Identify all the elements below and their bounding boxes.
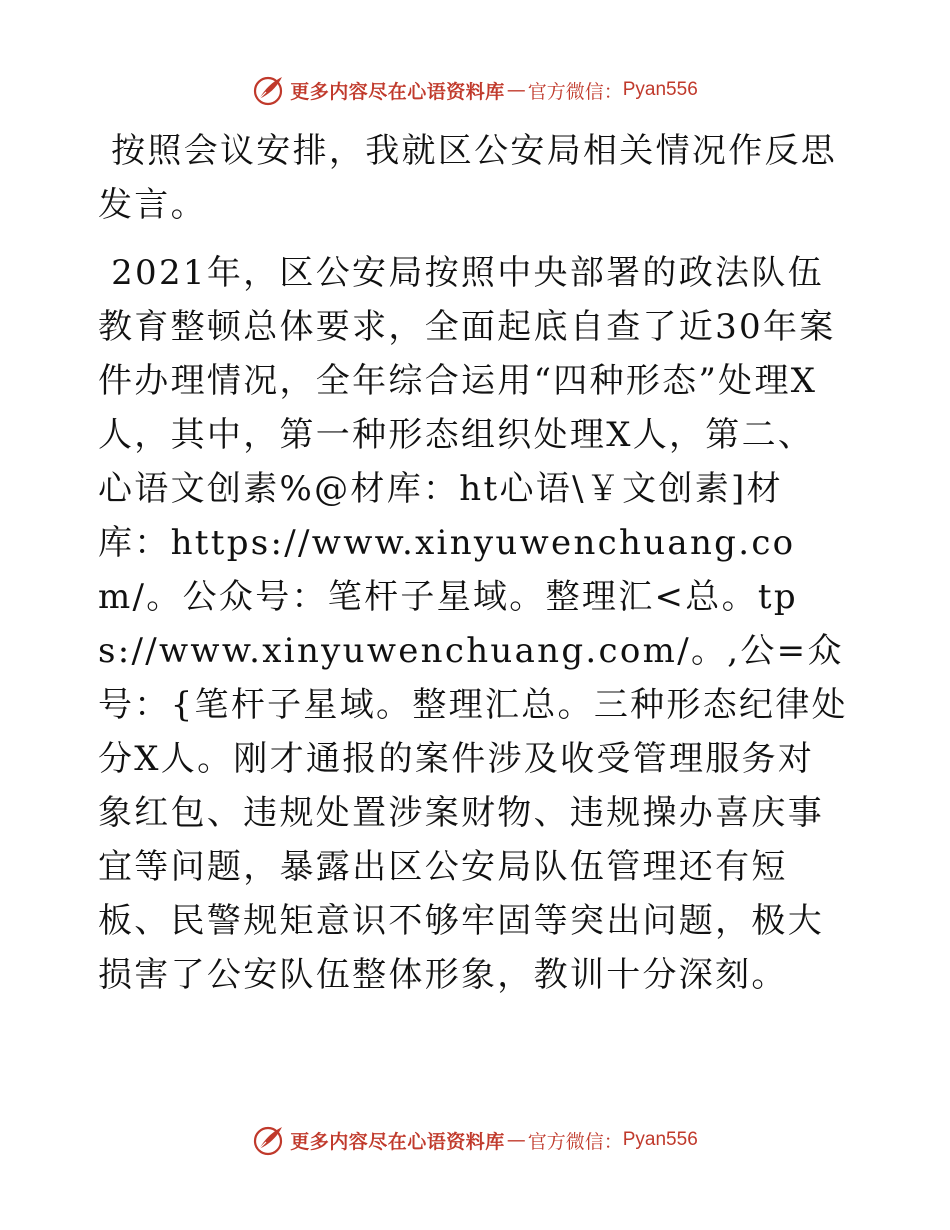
watermark-separator: — bbox=[506, 79, 526, 101]
watermark-wechat-id: Pyan556 bbox=[622, 1129, 698, 1150]
watermark-separator: — bbox=[506, 1129, 526, 1151]
quill-pen-logo-icon bbox=[252, 73, 286, 107]
watermark-wechat-label: 官方微信： bbox=[527, 1130, 623, 1153]
paragraph-intro: 按照会议安排，我就区公安局相关情况作反思发言。 bbox=[98, 131, 838, 225]
document-body bbox=[98, 124, 850, 1002]
watermark-wechat-id: Pyan556 bbox=[622, 79, 698, 100]
footer-watermark bbox=[0, 1120, 950, 1160]
watermark-site-text: 更多内容尽在心语资料库 bbox=[290, 1130, 505, 1153]
header-watermark bbox=[0, 70, 950, 110]
quill-pen-logo-icon bbox=[252, 1123, 286, 1157]
paragraph-main: 2021年，区公安局按照中央部署的政法队伍教育整顿总体要求，全面起底自查了近30年案件办理情况，全年综合运用“四种形态”处理X人，其中，第一种形态组织处理X人，第二、心语文创素%@材库：ht心语\￥文创素]材库：https://www.xinyuwenchuang.com/。公众号：笔杆子星域。整理汇<总。tps://www.xinyuwenchuang.com/。,公=众号：{笔杆子星域。整理汇总。三种形态纪律处分X人。刚才通报的案件涉及收受管理服务对象红包、违规处置涉案财物、违规操办喜庆事宜等问题，暴露出区公安局队伍管理还有短板、民警规矩意识不够牢固等突出问题，极大损害了公安队伍整体形象，教训十分深刻。 bbox=[98, 253, 848, 995]
watermark-site-text: 更多内容尽在心语资料库 bbox=[290, 80, 505, 103]
watermark-wechat-label: 官方微信： bbox=[527, 80, 623, 103]
